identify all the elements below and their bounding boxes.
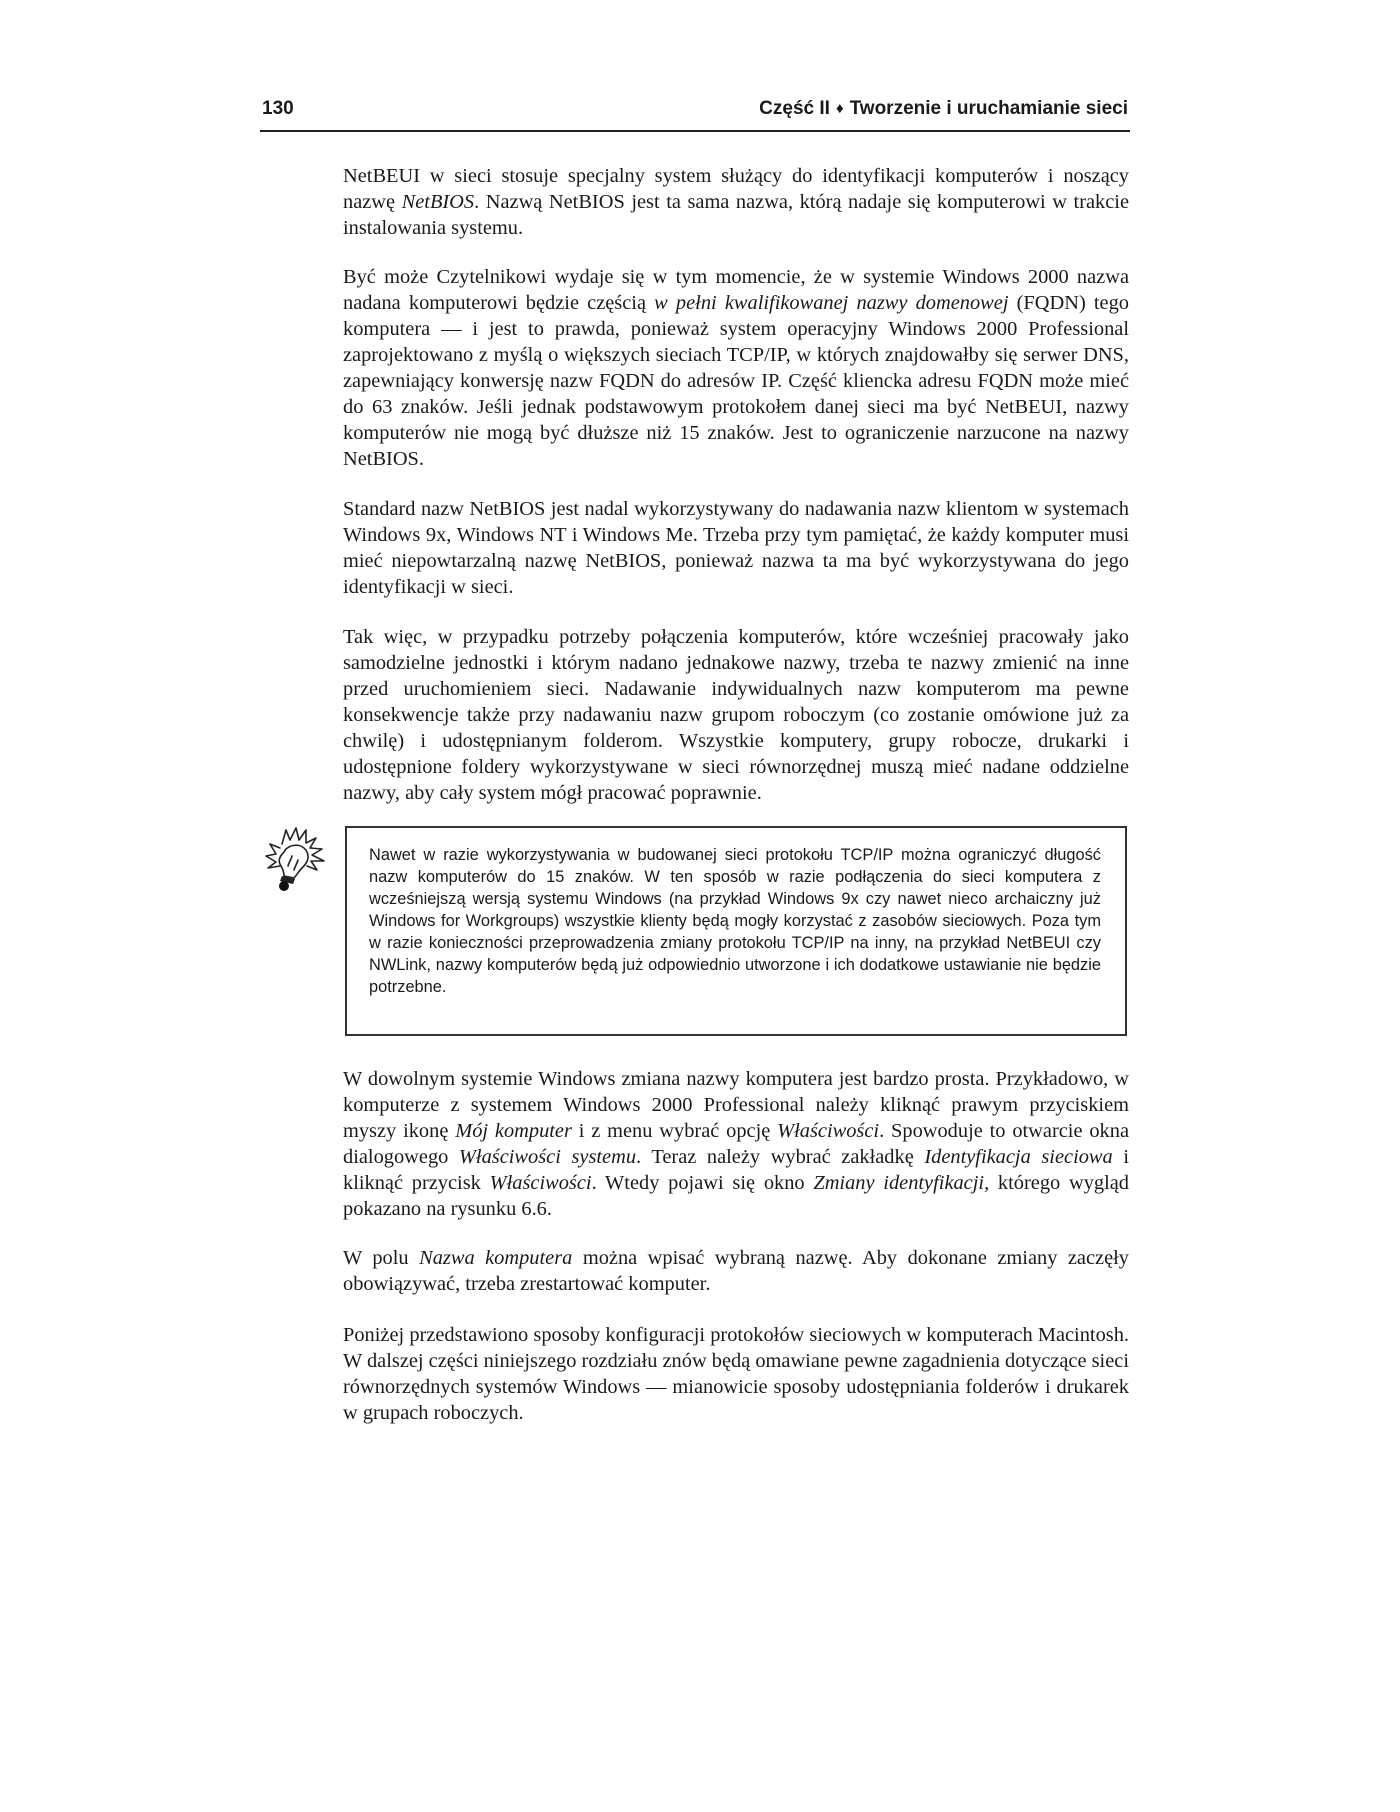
paragraph-rename-procedure: W dowolnym systemie Windows zmiana nazwy komputera jest bardzo prosta. Przykładowo, w komputerze z systemem Windows 2000 Professional należy kliknąć prawym przyciskiem myszy ikonę Mój komputer i z menu wybrać opcję Właściwości. Spowoduje to otwarcie okna dialogowego Właściwości systemu. Teraz należy wybrać zakładkę Identyfikacja sieciowa i kliknąć przycisk Właściwości. Wtedy pojawi się okno Zmiany identyfikacji, którego wygląd pokazano na rysunku 6.6.: [343, 1068, 1130, 1220]
page-header: [260, 96, 1130, 132]
page-number: 130: [262, 98, 294, 119]
paragraph-netbios: NetBEUI w sieci stosuje specjalny system służący do identyfikacji komputerów i noszący nazwę NetBIOS. Nazwą NetBIOS jest ta sama nazwa, którą nadaje się komputerowi w trakcie instalowania systemu.: [343, 165, 1130, 239]
paragraph-unique-names: Tak więc, w przypadku potrzeby połączenia komputerów, które wcześniej pracowały jako samodzielne jednostki i którym nadano jednakowe nazwy, trzeba te nazwy zmienić na inne przed uruchomieniem sieci. Nadawanie indywidualnych nazw komputerom ma pewne konsekwencje także przy nadawaniu nazw grupom roboczym (co zostanie omówione już za chwilę) i udostępnianym folderom. Wszystkie komputery, grupy robocze, drukarki i udostępnione foldery wykorzystywane w sieci równorzędnej muszą mieć nadane oddzielne nazwy, aby cały system mógł pracować poprawnie.: [343, 626, 1129, 804]
paragraph-computer-name-field: W polu Nazwa komputera można wpisać wybraną nazwę. Aby dokonane zmiany zaczęły obowiązywać, trzeba zrestartować komputer.: [343, 1247, 1129, 1295]
paragraph-netbios-standard: Standard nazw NetBIOS jest nadal wykorzystywany do nadawania nazw klientom w systemach Windows 9x, Windows NT i Windows Me. Trzeba przy tym pamiętać, że każdy komputer musi mieć niepowtarzalną nazwę NetBIOS, ponieważ nazwa ta ma być wykorzystywana do jego identyfikacji w sieci.: [343, 498, 1129, 598]
paragraph-next-section: Poniżej przedstawiono sposoby konfiguracji protokołów sieciowych w komputerach Macintosh. W dalszej części niniejszego rozdziału znów będą omawiane pewne zagadnienia dotyczące sieci równorzędnych systemów Windows — mianowicie sposoby udostępniania folderów i drukarek w grupach roboczych.: [343, 1324, 1129, 1424]
diamond-separator: ♦: [835, 100, 844, 117]
note-box: [345, 826, 1127, 1036]
running-head: [759, 98, 1128, 120]
part-label: Część II: [759, 98, 830, 119]
lightbulb-icon: [262, 826, 334, 898]
note-text: Nawet w razie wykorzystywania w budowanej sieci protokołu TCP/IP można ograniczyć długość nazw komputerów do 15 znaków. W ten sposób w razie podłączenia do sieci komputera z wcześniejszą wersją systemu Windows (na przykład Windows 9x czy nawet nieco archaiczny już Windows for Workgroups) wszystkie klienty będą mogły korzystać z zasobów sieciowych. Poza tym w razie konieczności przeprowadzenia zmiany protokołu TCP/IP na inny, na przykład NetBEUI czy NWLink, nazwy komputerów będą już odpowiednio utworzone i ich dodatkowe ustawianie nie będzie potrzebne.: [369, 846, 1101, 996]
chapter-title: Tworzenie i uruchamianie sieci: [849, 98, 1128, 119]
paragraph-fqdn: Być może Czytelnikowi wydaje się w tym momencie, że w systemie Windows 2000 nazwa nadana komputerowi będzie częścią w pełni kwalifikowanej nazwy domenowej (FQDN) tego komputera — i jest to prawda, ponieważ system operacyjny Windows 2000 Professional zaprojektowano z myślą o większych sieciach TCP/IP, w których znajdowałby się serwer DNS, zapewniający konwersję nazw FQDN do adresów IP. Część kliencka adresu FQDN może mieć do 63 znaków. Jeśli jednak podstawowym protokołem danej sieci ma być NetBEUI, nazwy komputerów nie mogą być dłuższe niż 15 znaków. Jest to ograniczenie narzucone na nazwy NetBIOS.: [343, 266, 1130, 470]
